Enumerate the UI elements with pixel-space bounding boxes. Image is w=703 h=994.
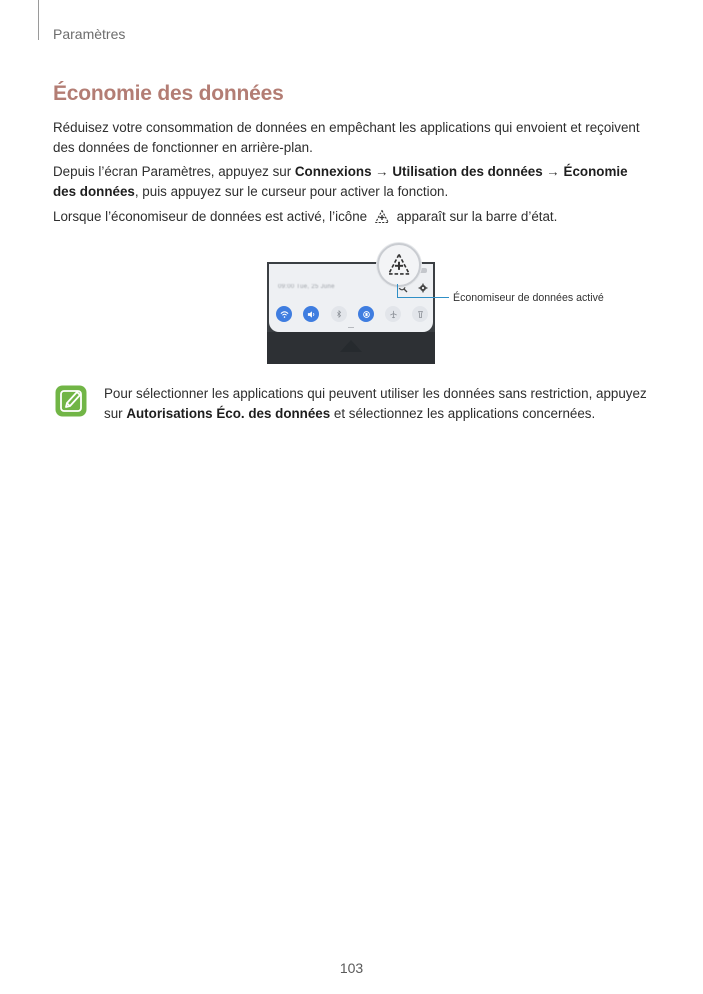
flashlight-toggle-icon xyxy=(412,306,428,322)
note-menu-item: Autorisations Éco. des données xyxy=(126,406,331,421)
status-text-pre: Lorsque l’économiseur de données est activé, l’icône xyxy=(53,209,368,224)
data-saver-icon xyxy=(374,209,390,231)
quick-settings-row xyxy=(276,306,430,322)
paragraph-instructions xyxy=(53,162,653,202)
pen-note-icon xyxy=(54,384,88,418)
page-number: 103 xyxy=(339,960,364,976)
paragraph-intro: Réduisez votre consommation de données en empêchant les applications qui envoient et reçoivent des données de fonctionner en arrière-plan. xyxy=(53,120,640,155)
callout-label: Économiseur de données activé xyxy=(453,292,604,304)
path-arrow: → xyxy=(542,164,564,179)
sound-toggle-icon xyxy=(303,306,319,322)
menu-path-utilisation: Utilisation des données xyxy=(392,164,543,179)
rotation-toggle-icon xyxy=(358,306,374,322)
status-text-post: apparaît sur la barre d’état. xyxy=(396,209,558,224)
paragraph-status-icon xyxy=(53,207,653,231)
note-text-post: et sélectionnez les applications concernées. xyxy=(330,406,596,421)
wallpaper-shape xyxy=(336,336,366,356)
instruction-pre: Depuis l’écran Paramètres, appuyez sur xyxy=(53,164,295,179)
data-saver-zoom-icon xyxy=(377,243,421,287)
airplane-toggle-icon xyxy=(385,306,401,322)
section-title: Économie des données xyxy=(53,82,284,105)
callout-line xyxy=(397,297,449,298)
menu-path-connexions: Connexions xyxy=(294,164,372,179)
instruction-post: , puis appuyez sur le curseur pour activer la fonction. xyxy=(134,184,449,199)
header-rule xyxy=(38,0,39,40)
callout-line xyxy=(397,284,398,297)
note-text-pre: Pour sélectionner les applications qui peuvent utiliser les données sans restriction, appuyez sur xyxy=(104,386,647,421)
header-title: Paramètres xyxy=(53,26,126,42)
gear-icon xyxy=(418,283,428,293)
menu-path-economie: Économie des données xyxy=(53,164,628,199)
panel-clock: 09:00 Tue, 25 June xyxy=(278,284,335,290)
bluetooth-toggle-icon xyxy=(331,306,347,322)
path-arrow: → xyxy=(371,164,393,179)
panel-handle xyxy=(348,327,354,328)
wifi-toggle-icon xyxy=(276,306,292,322)
note-text xyxy=(104,384,659,424)
